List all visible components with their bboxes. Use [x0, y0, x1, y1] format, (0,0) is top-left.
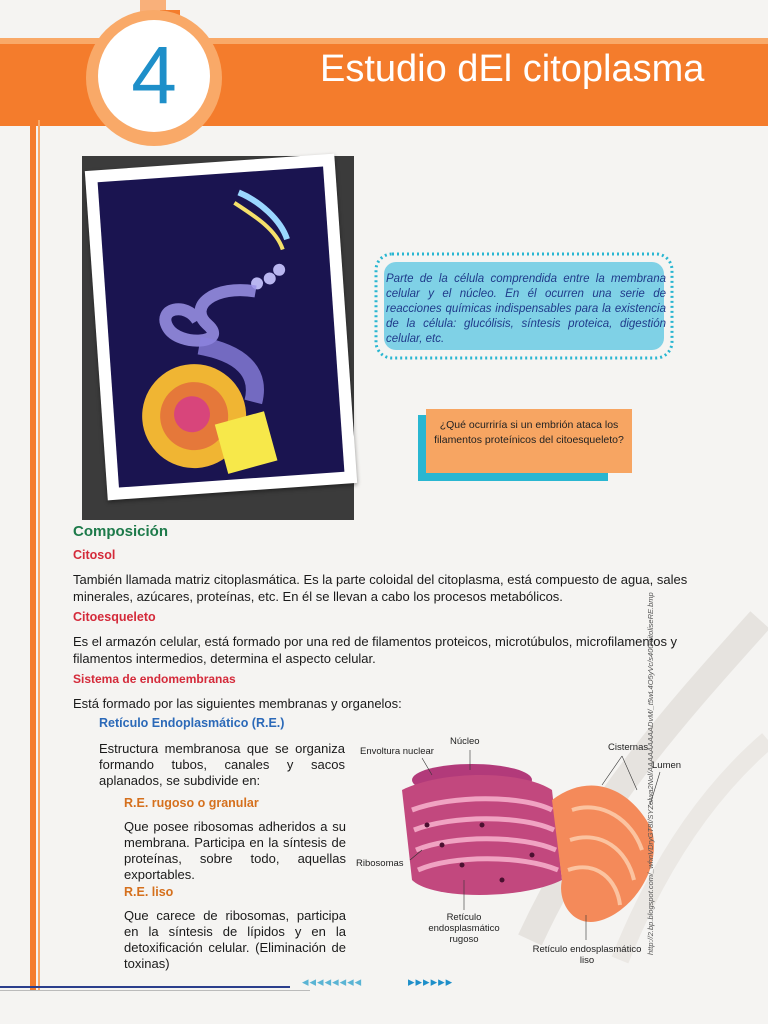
footer-line — [0, 986, 290, 988]
question-text: ¿Qué ocurriría si un embrión ataca los filamentos proteínicos del citoesqueleto? — [434, 419, 624, 446]
definition-text: Parte de la célula comprendida entre la membrana celular y el núcleo. En él ocurren una serie de reacciones químicas indispensables para la existencia de la célula: glucólisis, síntesis proteica, digestión celular, etc. — [386, 273, 666, 345]
label-ribosomas: Ribosomas — [356, 858, 404, 869]
cell-illustration — [98, 166, 345, 487]
nav-arrows-left[interactable]: ◂◂◂◂◂◂◂◂ — [302, 974, 363, 989]
label-cisternas: Cisternas — [608, 742, 649, 753]
endomembranas-text: Está formado por las siguientes membranas y organelos: — [73, 696, 402, 711]
chapter-number-circle — [98, 20, 210, 132]
heading-citosol: Citosol — [73, 548, 116, 562]
er-illustration — [352, 730, 692, 980]
citoesqueleto-text: Es el armazón celular, está formado por una red de filamentos proteicos, microtúbulos, microfilamentos y filamentos intermedios, determina el aspecto celular. — [73, 634, 678, 666]
label-re-rugoso: Retículo endosplasmático rugoso — [428, 912, 500, 945]
er-diagram — [352, 730, 692, 980]
cell-image — [85, 154, 357, 501]
nav-arrows-right[interactable]: ▸▸▸▸▸▸ — [408, 974, 454, 989]
chapter-number: 4 — [131, 30, 177, 121]
re-text: Estructura membranosa que se organiza formando tubos, canales y sacos aplanados, se subdivide en: — [99, 741, 345, 788]
re-liso-text: Que carece de ribosomas, participa en la síntesis de lípidos y en la detoxificación celular. (Eliminación de toxinas) — [124, 908, 346, 971]
heading-citoesqueleto: Citoesqueleto — [73, 610, 156, 624]
heading-re-rugoso: R.E. rugoso o granular — [124, 796, 259, 810]
page-title: Estudio dEl citoplasma — [320, 48, 705, 90]
label-nucleo: Núcleo — [450, 736, 480, 747]
section-heading-composicion: Composición — [73, 523, 169, 540]
left-margin-rule — [30, 120, 36, 990]
left-margin-rule — [38, 120, 40, 990]
label-envoltura: Envoltura nuclear — [360, 746, 434, 757]
re-rugoso-text: Que posee ribosomas adheridos a su membrana. Participa en la síntesis de proteínas, sobre todo, aquellas exportables. — [124, 819, 346, 882]
label-lumen: Lumen — [652, 760, 682, 771]
heading-re-liso: R.E. liso — [124, 885, 174, 899]
citosol-text: También llamada matriz citoplasmática. Es la parte coloidal del citoplasma, está compuesto de agua, sales minerales, azúcares, proteínas, etc. En él se llevan a cabo los procesos metabólicos. — [73, 572, 688, 604]
heading-re: Retículo Endoplasmático (R.E.) — [99, 716, 285, 730]
footer-line — [0, 990, 310, 991]
image-credit: http://2.bp.blogspot.com/_whnVDryGT8I/SYZolwa2Nol/AAAAAAAAADvM/_t5wL4O5yVc/s400/citoliseRE.bmp — [646, 592, 655, 955]
heading-endomembranas: Sistema de endomembranas — [73, 672, 236, 686]
label-re-liso: Retículo endosplasmático liso — [532, 944, 642, 966]
